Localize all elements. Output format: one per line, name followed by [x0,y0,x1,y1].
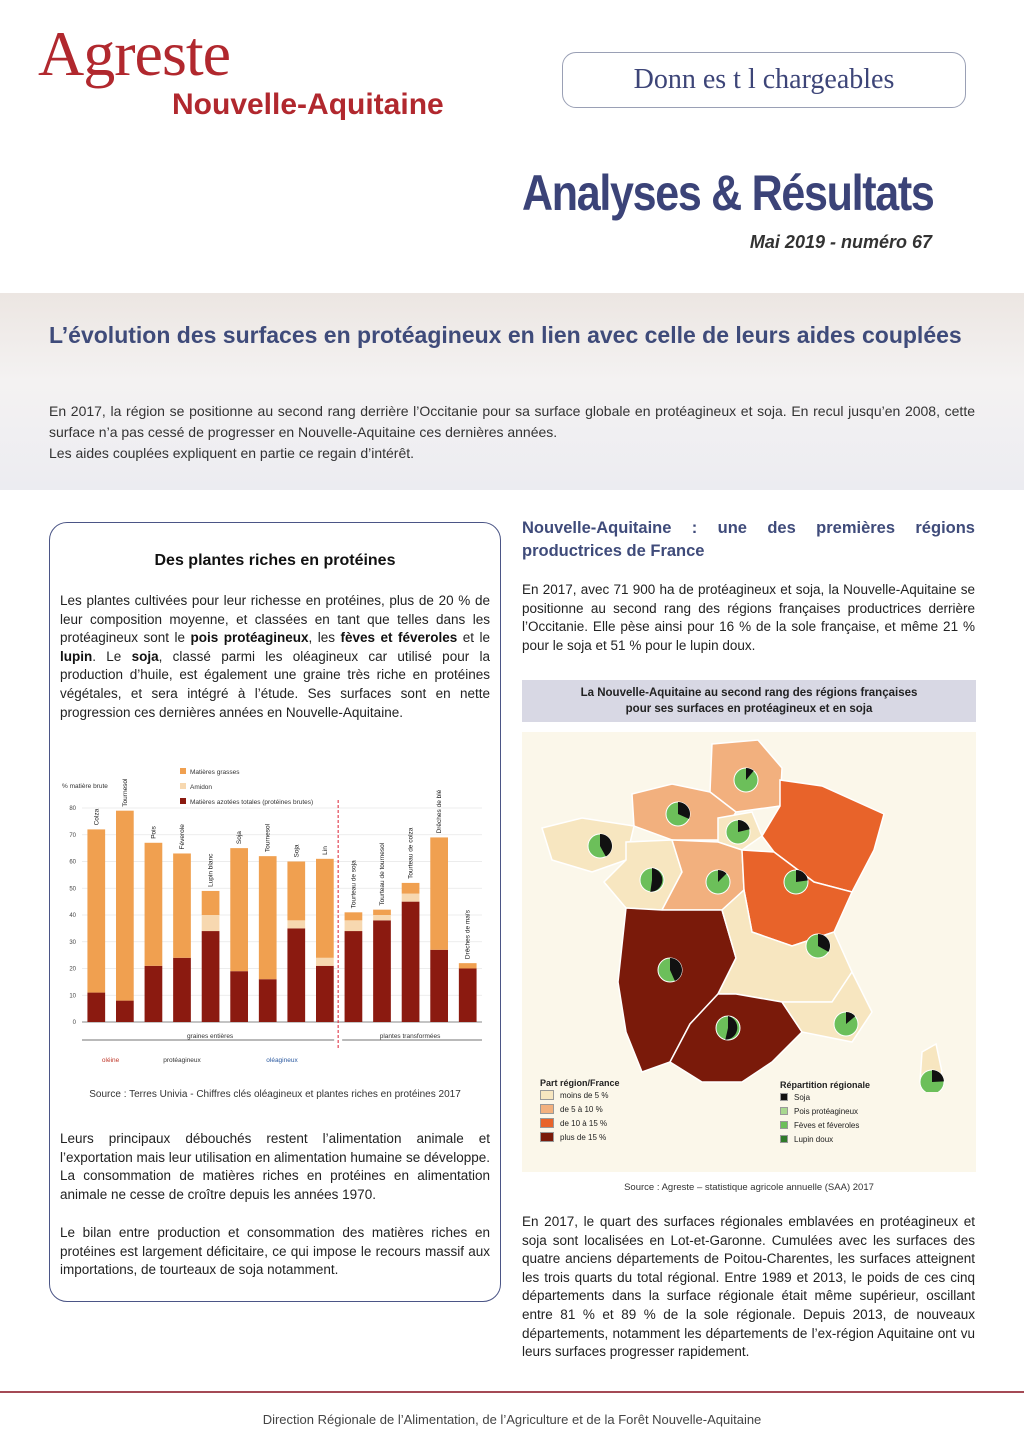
bar-segment [145,843,163,966]
legend-label: plus de 15 % [560,1132,607,1142]
legend-crops-title: Répartition régionale [780,1080,871,1090]
bar-category-label: Tournesol [121,778,129,807]
text-run: et le [457,630,490,646]
bar-category-label: Lin [321,846,329,855]
bar-category-label: Lupin blanc [207,853,215,887]
legend-label: Pois protéagineux [794,1106,859,1116]
box-paragraph-2: Leurs principaux débouchés restent l’alimentation animale et l’exportation mais leur utilisation en alimentation humaine se développe. La consommation de matières riches en protéines en alimentation animale ne cesse de croître depuis les années 1970. [60,1131,491,1202]
y-tick-label: 30 [69,939,76,946]
bar-category-label: Féverole [179,824,186,850]
bar-segment [373,920,391,1022]
bar-category-label: Pois [150,826,158,839]
issue-number: Mai 2019 - numéro 67 [749,232,932,252]
bar-segment [430,837,448,949]
family-label: oléine [101,1057,120,1064]
bar-category-label: Tourteau de soja [350,860,358,909]
y-tick-label: 0 [72,1020,76,1026]
map-source: Source : Agreste – statistique agricole annuelle (SAA) 2017 [624,1182,874,1193]
protein-chart [60,760,490,1080]
legend-label: Fèves et féveroles [794,1120,860,1130]
bar-segment [402,902,420,1022]
legend-swatch [540,1132,554,1142]
bar-category-label: Drêches de blé [436,789,444,834]
bar-category-label: Colza [93,808,101,826]
legend-shares-title: Part région/France [540,1078,620,1088]
box-paragraph-3: Le bilan entre production et consommation des matières riches en protéines est largement déficitaire, ce qui impose le recours massif aux importations, de tourteaux de soja notamment. [60,1225,490,1278]
bar-segment [87,829,105,992]
legend-share-item [540,1116,720,1130]
right-paragraph-2: En 2017, le quart des surfaces régionales emblavées en protéagineux et soja sont localisées en Lot-et-Garonne. Cumulées avec les surfaces des quatre anciens départements de Poitou-Charentes, les surfaces atteignent les trois quarts du total régional. Entre 1989 et 2013, le poids de ces cinq départements dans la surface régionale était même supérieur, oscillant entre 81 % et 89 % de la sole régionale. Depuis 2013, de nouveaux départements, notamment les départements de l’ex-région Aquitaine ont vu leurs surfaces progresser rapidement. [522,1214,975,1360]
family-label: protéagineux [163,1057,201,1064]
bar-segment [202,891,220,915]
legend-label: Matières grasses [190,769,240,776]
legend-label: Amidon [190,784,213,791]
article-lead [49,401,975,464]
legend-crop-item [780,1132,960,1146]
term-soja: soja [131,648,159,664]
legend-swatch [780,1121,788,1129]
y-tick-label: 50 [69,886,76,893]
legend-swatch [180,798,186,804]
bar-segment [316,958,334,966]
region-name: Nouvelle-Aquitaine [172,88,444,121]
bar-segment [173,958,191,1022]
box-paragraph-1 [60,592,490,722]
legend-label: Matières azotées totales (protéines brutes) [190,799,314,806]
bar-segment [230,971,248,1022]
right-paragraph-1: En 2017, avec 71 900 ha de protéagineux et soja, la Nouvelle-Aquitaine se positionne au second rang des régions françaises productrices derrière l’Occitanie. Elle pèse ainsi pour 16 % de la sole française, et même 21 % pour le soja et 51 % pour le lupin doux. [522,582,975,653]
bar-category-label: Tournesol [264,823,272,853]
bar-category-label: Soja [293,844,301,858]
y-tick-label: 40 [69,913,76,919]
france-map [522,732,976,1092]
bar-category-label: Tourteau de colza [407,827,415,879]
bar-segment [173,853,191,957]
lead-paragraph-2: Les aides couplées expliquent en partie ce regain d’intérêt. [49,445,415,461]
text-run: , les [308,630,341,646]
legend-swatch [180,783,186,789]
lead-paragraph-1: En 2017, la région se positionne au second rang derrière l’Occitanie pour sa surface globale en protéagineux et soja. En recul jusqu’en 2008, cette surface n’a pas cessé de progresser en Nouvelle-Aquitaine ces dernières années. [49,403,975,440]
y-tick-label: 80 [69,806,76,812]
y-axis-label: % matière brute [62,783,108,790]
legend-swatch [780,1107,788,1115]
map-caption [522,680,976,722]
brand-logo: Agreste [38,18,231,89]
bar-segment [287,862,305,921]
term-lupin: lupin [60,648,93,664]
term-feves: fèves et féveroles [340,630,458,646]
legend-label: Soja [794,1092,811,1102]
bar-segment [373,910,391,915]
legend-swatch [540,1118,554,1128]
group-label: plantes transformées [379,1033,441,1040]
y-tick-label: 70 [69,832,76,839]
bar-segment [373,915,391,920]
chart-source: Source : Terres Univia - Chiffres clés oléagineux et plantes riches en protéines 2017 [89,1089,461,1100]
legend-crop-item [780,1090,960,1104]
legend-swatch [540,1104,554,1114]
section-heading: Nouvelle-Aquitaine : une des premières régions productrices de France [522,519,975,560]
bar-segment [145,966,163,1022]
bar-segment [259,856,277,979]
legend-label: moins de 5 % [560,1090,609,1100]
box-title: Des plantes riches en protéines [154,552,396,569]
bar-category-label: Soja [236,831,244,845]
chart-legend [62,768,313,806]
bar-segment [316,966,334,1022]
group-label: graines entières [186,1033,234,1040]
legend-share-item [540,1088,720,1102]
bar-segment [345,920,363,931]
legend-swatch [780,1093,788,1101]
bar-segment [116,811,134,1001]
bar-segment [202,931,220,1022]
bar-segment [316,859,334,958]
term-pois: pois protéagineux [190,630,309,646]
footer-divider [0,1391,1024,1393]
bar-segment [287,920,305,928]
series-title: Analyses & Résultats [522,165,934,221]
map-caption-line-2: pour ses surfaces en protéagineux et en soja [625,703,873,715]
legend-share-item [540,1130,720,1144]
footer-text: Direction Régionale de l’Alimentation, de l’Agriculture et de la Forêt Nouvelle-Aquitaine [262,1412,762,1427]
legend-label: de 10 à 15 % [560,1118,608,1128]
y-tick-label: 20 [69,966,76,973]
chart-groups [82,1033,482,1064]
y-tick-label: 60 [69,859,76,866]
bar-segment [402,894,420,902]
bar-segment [345,912,363,920]
bar-segment [459,963,477,968]
legend-shares [540,1078,720,1144]
map-caption-line-1: La Nouvelle-Aquitaine au second rang des régions françaises [580,687,918,699]
bar-category-label: Drêches de maïs [464,910,472,960]
bar-segment [430,950,448,1022]
legend-label: Lupin doux [794,1134,834,1144]
legend-crops [780,1080,960,1146]
family-label: oléagineux [266,1057,298,1064]
bar-segment [402,883,420,894]
text-run: , classé parmi les oléagineux car utilisé pour la production d’huile, est également une graine très riche en protéines végétales, et sera intégré à l’étude. Ses surfaces sont en nette progression ces dernières années en Nouvelle-Aquitaine. [60,648,490,720]
download-button[interactable]: Donn es t l chargeables [562,52,966,108]
text-run: Les plantes cultivées pour leur richesse en protéines, plus de 20 % de leur composition moyenne, et classées en tant que telles dans les protéagineux sont le [60,593,490,646]
bar-segment [116,1001,134,1022]
bar-segment [287,928,305,1022]
bar-category-label: Tourteau de tournesol [379,842,386,906]
legend-share-item [540,1102,720,1116]
legend-swatch [780,1135,788,1143]
legend-crop-item [780,1118,960,1132]
bar-segment [87,993,105,1022]
bar-segment [345,931,363,1022]
text-run: . Le [92,648,132,664]
legend-crop-item [780,1104,960,1118]
legend-swatch [540,1090,554,1100]
chart-bars [87,811,476,1022]
article-title: L’évolution des surfaces en protéagineux en lien avec celle de leurs aides couplées [49,322,962,348]
bar-segment [259,979,277,1022]
bar-segment [230,848,248,971]
y-tick-label: 10 [69,993,76,1000]
legend-swatch [180,768,186,774]
bar-segment [459,969,477,1023]
legend-label: de 5 à 10 % [560,1104,603,1114]
bar-segment [202,915,220,931]
